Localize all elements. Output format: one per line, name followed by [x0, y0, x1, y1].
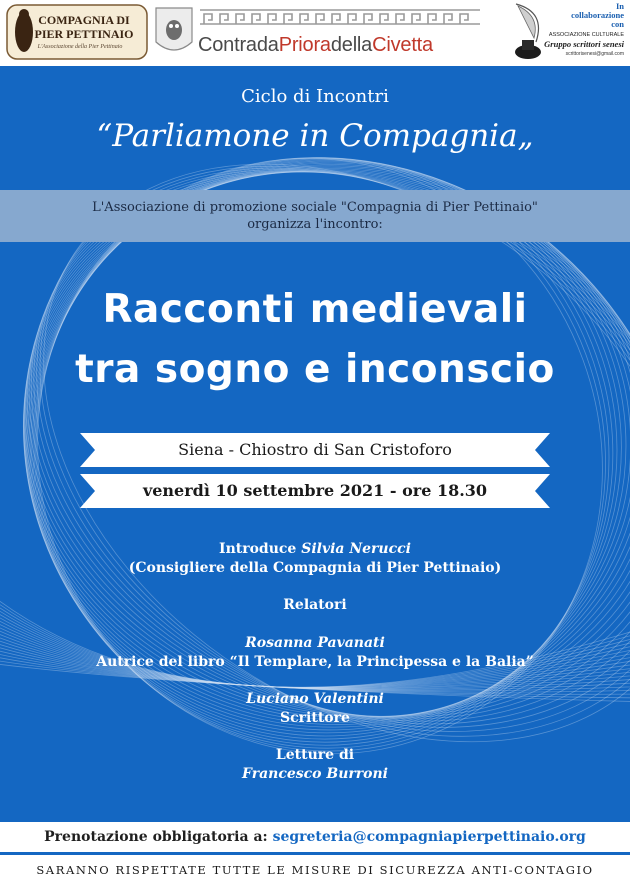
- readings-name: [0, 765, 630, 784]
- collab-line2: collaborazione: [571, 10, 624, 20]
- intro-name: Silvia Nerucci: [301, 541, 411, 557]
- poster-body: [0, 66, 630, 822]
- contrada-part4: Civetta: [372, 34, 433, 56]
- series-label: Ciclo di Incontri: [241, 86, 389, 107]
- collab-assoc: ASSOCIAZIONE CULTURALE: [548, 32, 624, 38]
- organizer-band: [0, 190, 630, 242]
- event-datetime: venerdì 10 settembre 2021 - ore 18.30: [142, 481, 488, 500]
- speaker1-name: [0, 634, 630, 653]
- intro-label: Introduce: [219, 541, 297, 557]
- booking-footer: [0, 822, 630, 854]
- footer-divider: [0, 852, 630, 855]
- collab-group: Gruppo scrittori senesi: [544, 39, 624, 49]
- contrada-logo: [152, 4, 482, 60]
- contrada-part1: Contrada: [198, 34, 279, 56]
- collab-intro: [554, 2, 624, 29]
- speaker1-name-text: Rosanna Pavanati: [245, 635, 385, 651]
- collab-email: scrittorisenesi@gmail.com: [565, 51, 624, 57]
- intro-line: [0, 540, 630, 559]
- readings-label: Letture di: [275, 747, 355, 763]
- compagnia-logo-line1: COMPAGNIA DI: [38, 13, 130, 27]
- speaker2-name-text: Luciano Valentini: [246, 691, 384, 707]
- compagnia-logo-script: L'Associazione della Pier Pettinaio: [37, 44, 123, 50]
- collab-line1: In: [615, 1, 624, 11]
- event-title: [0, 280, 630, 400]
- compagnia-logo-line2: PIER PETTINAIO: [34, 27, 134, 41]
- date-ribbon: [80, 474, 550, 508]
- intro-role: (Consigliere della Compagnia di Pier Pettinaio): [128, 560, 502, 576]
- place-ribbon: [80, 433, 550, 467]
- safety-note: SARANNO RISPETTATE TUTTE LE MISURE DI SICUREZZA ANTI-CONTAGIO: [0, 857, 630, 889]
- booking-email-link[interactable]: segreteria@compagniapierpettinaio.org: [272, 829, 586, 845]
- readings-name-text: Francesco Burroni: [242, 766, 388, 782]
- header: [0, 0, 630, 66]
- event-title-line1: Racconti medievali: [102, 287, 528, 332]
- speaker2-name: [0, 690, 630, 709]
- series-title: “Parliamone in Compagnia„: [96, 118, 534, 154]
- event-place: Siena - Chiostro di San Cristoforo: [178, 440, 452, 459]
- speaker1-role: Autrice del libro “Il Templare, la Principessa e la Balia”: [96, 654, 534, 670]
- organizer-line1: L'Associazione di promozione sociale "Compagnia di Pier Pettinaio": [92, 200, 538, 215]
- compagnia-logo: [6, 4, 148, 60]
- event-title-line2: tra sogno e inconscio: [75, 347, 555, 392]
- contrada-part3: della: [330, 34, 373, 56]
- organizer-line2: organizza l'incontro:: [247, 217, 383, 232]
- booking-label: Prenotazione obbligatoria a:: [44, 829, 268, 845]
- collaboration-logo: [506, 2, 626, 62]
- collab-line3: con: [611, 19, 624, 29]
- speakers-label: Relatori: [283, 597, 347, 613]
- speaker2-role: Scrittore: [280, 710, 350, 726]
- contrada-part2: Priora: [278, 34, 331, 56]
- contrada-name: [198, 34, 433, 57]
